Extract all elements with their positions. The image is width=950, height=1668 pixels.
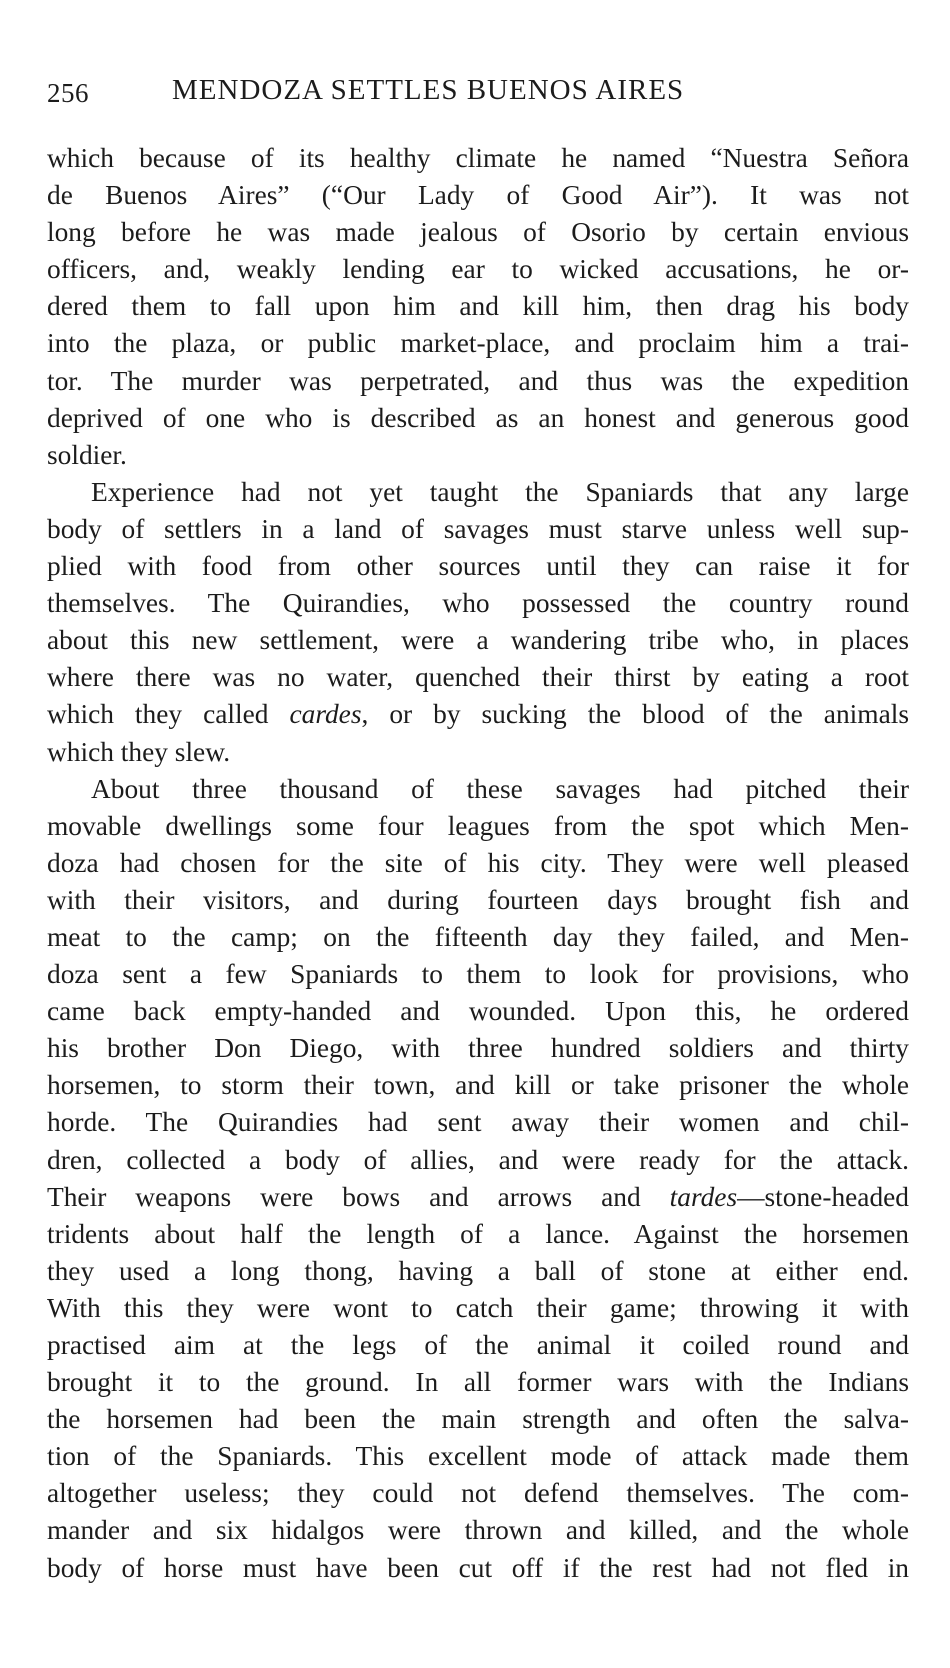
- text-line: themselves. The Quirandies, who possessed the country round: [47, 588, 909, 619]
- text-line: about this new settlement, were a wandering tribe who, in places: [47, 625, 909, 656]
- text-line: [47, 1179, 909, 1216]
- body-text: [47, 140, 909, 1587]
- text-line: With this they were wont to catch their game; throwing it with: [47, 1292, 909, 1323]
- text-segment: , or by sucking the blood of the animals: [361, 699, 910, 730]
- page-header: [47, 70, 867, 114]
- text-line: tridents about half the length of a lance. Against the horsemen: [47, 1218, 909, 1249]
- text-line: which they slew.: [47, 736, 231, 767]
- text-line: horsemen, to storm their town, and kill or take prisoner the whole: [47, 1070, 909, 1101]
- page-number: 256: [47, 78, 89, 108]
- text-line: practised aim at the legs of the animal it coiled round and: [47, 1330, 909, 1360]
- text-line: doza sent a few Spaniards to them to look for provisions, who: [47, 959, 909, 990]
- text-line: movable dwellings some four leagues from the spot which Men-: [47, 810, 909, 841]
- running-title: MENDOZA SETTLES BUENOS AIRES: [172, 74, 685, 106]
- paragraph: [47, 474, 909, 771]
- italic-term: cardes: [289, 699, 362, 730]
- text-line: dered them to fall upon him and kill him, then drag his body: [47, 291, 909, 322]
- text-line: body of horse must have been cut off if the rest had not fled in: [47, 1552, 909, 1583]
- text-segment: —stone-headed: [737, 1181, 909, 1212]
- text-line: they used a long thong, having a ball of stone at either end.: [47, 1255, 909, 1286]
- text-line: the horsemen had been the main strength and often the salva-: [47, 1404, 909, 1435]
- text-line: meat to the camp; on the fifteenth day they failed, and Men-: [47, 921, 909, 952]
- text-segment: Their weapons were bows and arrows and: [47, 1181, 670, 1212]
- text-line: which because of its healthy climate he named “Nuestra Señora: [47, 143, 909, 173]
- text-line: officers, and, weakly lending ear to wicked accusations, he or-: [47, 254, 909, 285]
- text-line: plied with food from other sources until they can raise it for: [47, 551, 909, 582]
- italic-term: tardes: [669, 1181, 738, 1212]
- text-line: body of settlers in a land of savages must starve unless well sup-: [47, 513, 909, 544]
- text-line: altogether useless; they could not defend themselves. The com-: [47, 1478, 909, 1509]
- text-line: mander and six hidalgos were thrown and killed, and the whole: [47, 1515, 909, 1546]
- text-line: tor. The murder was perpetrated, and thus was the expedition: [47, 365, 909, 396]
- paragraph: [47, 771, 909, 1587]
- text-line: About three thousand of these savages had pitched their: [91, 773, 909, 804]
- text-line: with their visitors, and during fourteen days brought fish and: [47, 884, 909, 915]
- text-line: into the plaza, or public market-place, and proclaim him a trai-: [47, 328, 909, 359]
- text-line: tion of the Spaniards. This excellent mode of attack made them: [47, 1441, 909, 1472]
- text-line: Experience had not yet taught the Spaniards that any large: [91, 476, 909, 507]
- text-line: [47, 696, 909, 733]
- text-segment: which they called: [47, 699, 290, 730]
- text-line: his brother Don Diego, with three hundred soldiers and thirty: [47, 1033, 909, 1064]
- text-line: doza had chosen for the site of his city. They were well pleased: [47, 847, 909, 878]
- text-line: came back empty-handed and wounded. Upon this, he ordered: [47, 996, 909, 1027]
- text-line: where there was no water, quenched their thirst by eating a root: [47, 662, 909, 693]
- paragraph: [47, 140, 909, 474]
- text-line: de Buenos Aires” (“Our Lady of Good Air”). It was not: [47, 180, 909, 211]
- text-line: dren, collected a body of allies, and were ready for the attack.: [47, 1144, 909, 1175]
- text-line: soldier.: [47, 439, 127, 470]
- text-line: brought it to the ground. In all former wars with the Indians: [47, 1367, 909, 1398]
- text-line: horde. The Quirandies had sent away their women and chil-: [47, 1107, 909, 1138]
- text-line: long before he was made jealous of Osorio by certain envious: [47, 217, 909, 248]
- text-line: deprived of one who is described as an honest and generous good: [47, 402, 909, 433]
